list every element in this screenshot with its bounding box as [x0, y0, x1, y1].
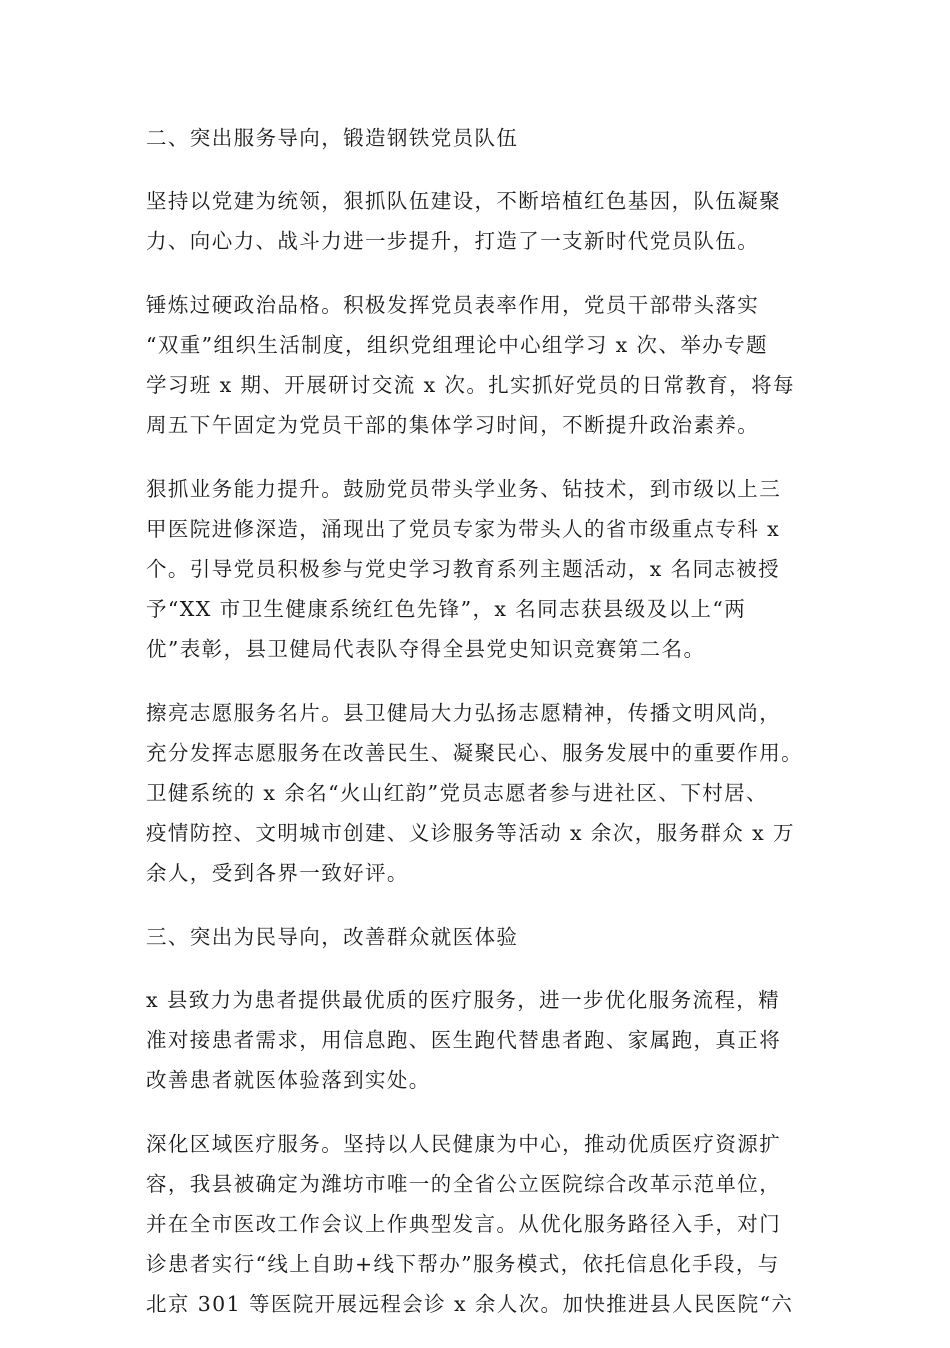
section-heading-2 [146, 118, 806, 158]
text-line: 三、突出为民导向，改善群众就医体验 [146, 925, 519, 949]
paragraph-volunteer-service [146, 693, 806, 893]
text-line: 擦亮志愿服务名片。县卫健局大力弘扬志愿精神，传播文明风尚， [146, 701, 782, 725]
text-line: 锤炼过硬政治品格。积极发挥党员表率作用，党员干部带头落实 [146, 293, 760, 317]
text-line: 北京 301 等医院开展远程会诊 x 余人次。加快推进县人民医院“六 [146, 1292, 794, 1316]
text-line: 充分发挥志愿服务在改善民生、凝聚民心、服务发展中的重要作用。 [146, 741, 803, 765]
text-line: x 县致力为患者提供最优质的医疗服务，进一步优化服务流程，精 [146, 988, 781, 1012]
text-line: 容，我县被确定为潍坊市唯一的全省公立医院综合改革示范单位， [146, 1172, 782, 1196]
text-line: 诊患者实行“线上自助+线下帮办”服务模式，依托信息化手段，与 [146, 1252, 780, 1276]
text-line: 力、向心力、战斗力进一步提升，打造了一支新时代党员队伍。 [146, 229, 760, 253]
section-heading-3 [146, 917, 806, 957]
paragraph-professional-ability [146, 469, 806, 669]
paragraph-political-quality [146, 285, 806, 445]
text-line: 准对接患者需求，用信息跑、医生跑代替患者跑、家属跑，真正将 [146, 1028, 782, 1052]
text-line: 甲医院进修深造，涌现出了党员专家为带头人的省市级重点专科 x [146, 517, 781, 541]
text-line: “双重”组织生活制度，组织党组理论中心组学习 x 次、举办专题 [146, 333, 768, 357]
paragraph-regional-medical [146, 1124, 806, 1324]
text-line: 坚持以党建为统领，狠抓队伍建设，不断培植红色基因，队伍凝聚 [146, 189, 782, 213]
text-line: 周五下午固定为党员干部的集体学习时间，不断提升政治素养。 [146, 413, 760, 437]
text-line: 个。引导党员积极参与党史学习教育系列主题活动，x 名同志被授 [146, 557, 781, 581]
text-line: 疫情防控、文明城市创建、义诊服务等活动 x 余次，服务群众 x 万 [146, 821, 795, 845]
text-line: 深化区域医疗服务。坚持以人民健康为中心，推动优质医疗资源扩 [146, 1132, 782, 1156]
text-line: 予“XX 市卫生健康系统红色先锋”，x 名同志获县级及以上“两 [146, 597, 747, 621]
text-line: 卫健系统的 x 余名“火山红韵”党员志愿者参与进社区、下村居、 [146, 781, 768, 805]
text-line: 改善患者就医体验落到实处。 [146, 1068, 431, 1092]
paragraph-sec3-intro [146, 980, 806, 1100]
text-line: 优”表彰，县卫健局代表队夺得全县党史知识竞赛第二名。 [146, 637, 706, 661]
paragraph-sec2-intro [146, 181, 806, 261]
text-line: 并在全市医改工作会议上作典型发言。从优化服务路径入手，对门 [146, 1212, 782, 1236]
text-line: 二、突出服务导向，锻造钢铁党员队伍 [146, 126, 519, 150]
text-line: 学习班 x 期、开展研讨交流 x 次。扎实抓好党员的日常教育，将每 [146, 373, 795, 397]
text-line: 余人，受到各界一致好评。 [146, 861, 409, 885]
document-body [146, 118, 806, 1348]
text-line: 狠抓业务能力提升。鼓励党员带头学业务、钻技术，到市级以上三 [146, 477, 782, 501]
